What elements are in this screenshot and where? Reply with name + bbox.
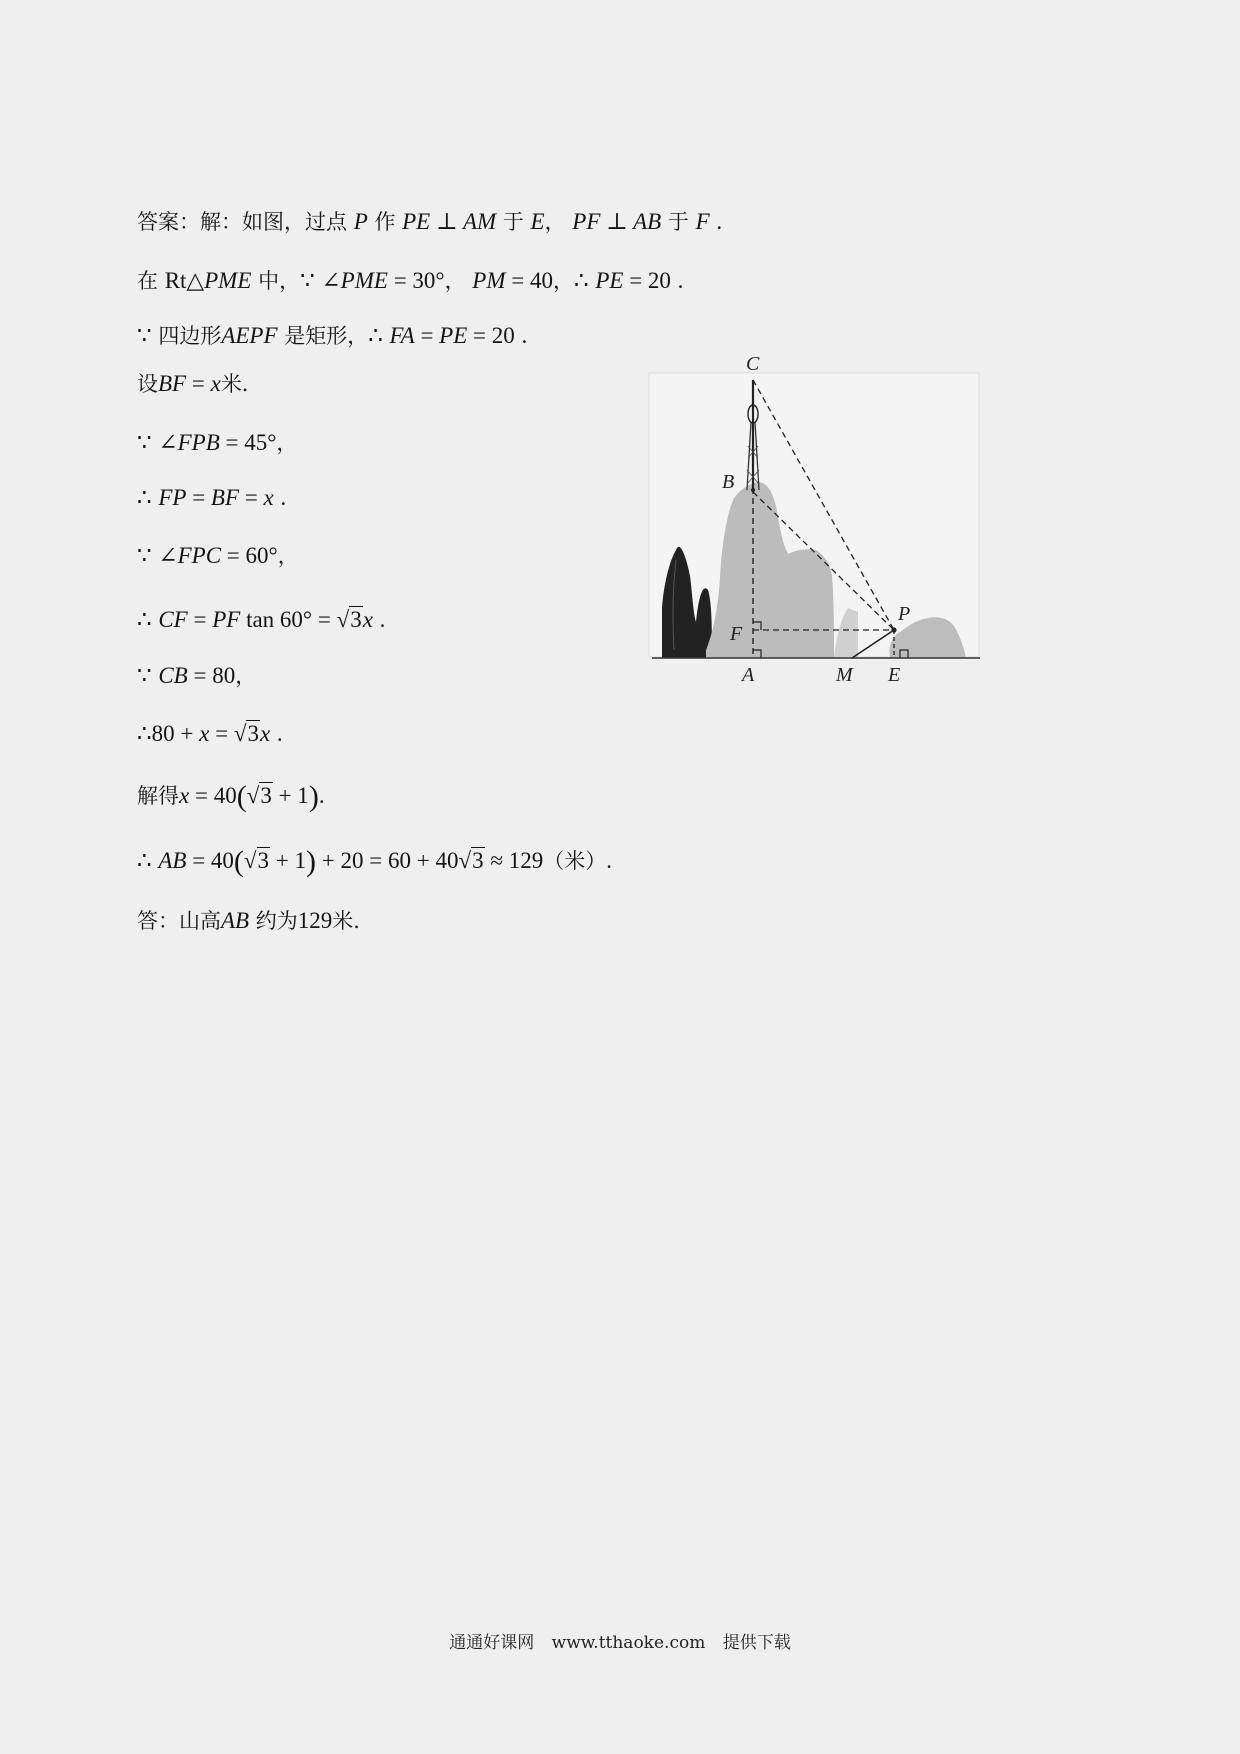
text: ， xyxy=(544,210,566,234)
math: = 20 xyxy=(467,323,515,348)
right-paren: ) xyxy=(308,780,319,813)
text: 于 xyxy=(502,210,524,234)
math: E xyxy=(530,209,545,234)
math: = 80 xyxy=(187,663,236,688)
math: + 20 = 60 + 40 xyxy=(316,848,459,873)
text: . xyxy=(276,721,283,746)
text: 解得 xyxy=(137,784,179,808)
footer-site-name: 通通好课网 xyxy=(449,1633,535,1653)
geometry-figure xyxy=(648,350,984,690)
text: ， xyxy=(444,269,466,293)
text: （米） xyxy=(543,849,607,873)
because-symbol: ∵ xyxy=(137,430,152,455)
math: + 1 xyxy=(270,848,307,873)
text: . xyxy=(379,607,386,632)
therefore-symbol: ∴ xyxy=(137,485,152,510)
math: P xyxy=(353,209,368,234)
math: = xyxy=(186,371,211,396)
sqrt xyxy=(337,606,363,632)
footer-url[interactable]: www.tthaoke.com xyxy=(551,1633,706,1653)
math: = 30° xyxy=(387,268,445,293)
line-12 xyxy=(137,847,612,876)
text: ， xyxy=(235,664,257,688)
math: 129 xyxy=(297,908,333,933)
text: 作 xyxy=(374,210,396,234)
text: 是矩形， xyxy=(284,324,369,348)
math: = xyxy=(239,485,264,510)
text: 约为 xyxy=(255,909,298,933)
text: 四边形 xyxy=(158,324,222,348)
math: △ xyxy=(186,268,205,293)
line-3 xyxy=(137,322,527,350)
line-10 xyxy=(137,720,283,748)
label-C: C xyxy=(746,353,760,375)
math: FP xyxy=(158,485,187,510)
math: ∠FPB xyxy=(158,430,220,455)
math: FA xyxy=(389,323,415,348)
math: PF ⊥ AB xyxy=(572,209,662,234)
line-13 xyxy=(137,907,360,935)
label-M: M xyxy=(836,664,853,686)
math: PF xyxy=(212,607,241,632)
math: ∠FPC xyxy=(158,543,222,568)
text: ， xyxy=(553,269,574,293)
math: = xyxy=(187,607,213,632)
text: 米. xyxy=(220,372,249,396)
math: PM xyxy=(472,268,506,293)
text: . xyxy=(606,848,612,873)
math: CF xyxy=(158,607,188,632)
sqrt xyxy=(244,847,270,873)
math: x xyxy=(179,783,190,808)
radicand: 3 xyxy=(257,848,270,873)
math: PE xyxy=(439,323,468,348)
page-footer xyxy=(0,1628,1240,1653)
text: 设 xyxy=(137,372,158,396)
line-7 xyxy=(137,542,299,570)
text: ， xyxy=(276,431,298,455)
math: tan 60° = xyxy=(240,607,337,632)
text: . xyxy=(280,485,287,510)
point-B xyxy=(751,488,755,492)
line-6 xyxy=(137,484,286,512)
math: + 1 xyxy=(272,783,309,808)
line-4 xyxy=(137,370,249,398)
text: 答：山高 xyxy=(137,909,221,933)
therefore-symbol: ∴ xyxy=(574,268,589,293)
math: x xyxy=(263,485,274,510)
sqrt xyxy=(458,847,484,873)
sqrt-symbol: √ xyxy=(336,607,350,632)
math: = xyxy=(186,485,211,510)
math: 80 + xyxy=(151,721,200,746)
math: x xyxy=(199,721,210,746)
line-5 xyxy=(137,429,297,457)
math: = 45° xyxy=(219,430,277,455)
radicand: 3 xyxy=(472,848,484,873)
label-P: P xyxy=(898,603,911,625)
math: BF xyxy=(158,371,187,396)
math: = xyxy=(414,323,440,348)
line-8 xyxy=(137,606,385,634)
line-2 xyxy=(137,267,683,295)
line-9 xyxy=(137,662,256,690)
sqrt xyxy=(247,782,273,808)
text: 中， xyxy=(258,269,301,293)
math: AB xyxy=(158,848,187,873)
math: = 40 xyxy=(189,783,237,808)
text: . xyxy=(521,323,528,348)
text: . xyxy=(677,268,684,293)
math: F xyxy=(695,209,710,234)
math: PE xyxy=(595,268,624,293)
text: 米. xyxy=(332,909,360,933)
text: 在 xyxy=(137,269,158,293)
math: = xyxy=(209,721,234,746)
right-paren: ) xyxy=(306,845,317,878)
left-paren: ( xyxy=(236,780,247,813)
label-F: F xyxy=(730,623,743,645)
text: 于 xyxy=(667,210,689,234)
math: = 60° xyxy=(221,543,278,568)
therefore-symbol: ∴ xyxy=(137,848,152,873)
label-E: E xyxy=(888,664,901,686)
sqrt-symbol: √ xyxy=(233,721,247,746)
math: ≈ 129 xyxy=(484,848,544,873)
footer-suffix: 提供下载 xyxy=(722,1633,791,1653)
math: x xyxy=(210,371,221,396)
sqrt xyxy=(234,720,260,746)
text: . xyxy=(318,783,325,808)
sqrt-symbol: √ xyxy=(458,848,472,873)
math: = 20 xyxy=(623,268,671,293)
because-symbol: ∵ xyxy=(137,663,152,688)
math: AB xyxy=(221,908,250,933)
point-P xyxy=(891,627,896,632)
math: = 40 xyxy=(186,848,234,873)
radicand: 3 xyxy=(247,721,259,746)
label-A: A xyxy=(742,664,755,686)
radicand: 3 xyxy=(350,607,362,632)
math: PE ⊥ AM xyxy=(402,209,497,234)
math: x xyxy=(259,721,271,746)
text: 答案：解：如图，过点 xyxy=(137,210,347,234)
math: Rt xyxy=(164,268,187,293)
line-1 xyxy=(137,208,722,236)
line-11 xyxy=(137,782,325,811)
because-symbol: ∵ xyxy=(300,268,315,293)
sqrt-symbol: √ xyxy=(246,783,260,808)
because-symbol: ∵ xyxy=(137,543,152,568)
because-symbol: ∵ xyxy=(137,323,152,348)
left-paren: ( xyxy=(233,845,244,878)
sqrt-symbol: √ xyxy=(243,848,257,873)
radicand: 3 xyxy=(260,783,272,808)
therefore-symbol: ∴ xyxy=(137,721,152,746)
math: CB xyxy=(158,663,188,688)
label-B: B xyxy=(722,471,735,493)
math: ∠PME xyxy=(321,268,388,293)
math: = 40 xyxy=(505,268,553,293)
therefore-symbol: ∴ xyxy=(137,607,152,632)
therefore-symbol: ∴ xyxy=(368,323,383,348)
text: . xyxy=(716,209,723,234)
math: x xyxy=(362,607,373,632)
math: BF xyxy=(210,485,240,510)
math: AEPF xyxy=(221,323,278,348)
math: PME xyxy=(204,268,252,293)
text: ， xyxy=(277,544,299,568)
